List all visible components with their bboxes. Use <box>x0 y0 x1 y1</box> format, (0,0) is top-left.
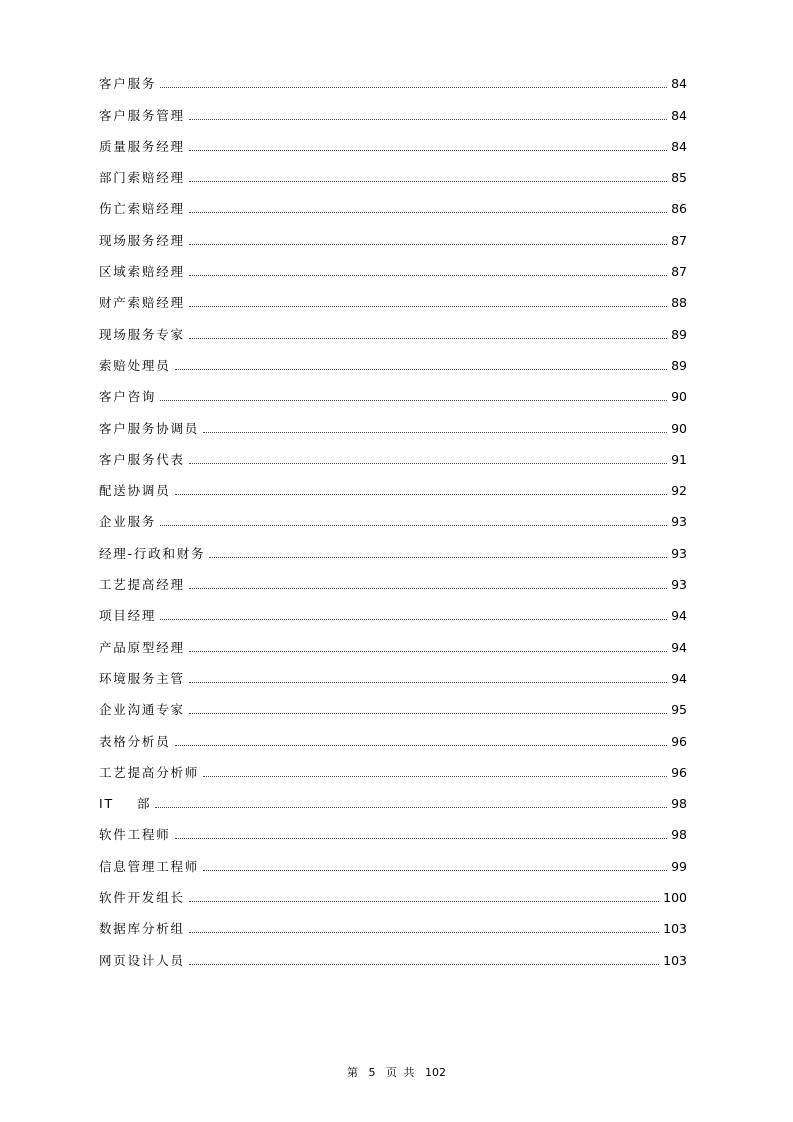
footer-prefix: 第 <box>347 1066 358 1079</box>
toc-dot-leader <box>203 870 667 871</box>
toc-dot-leader <box>160 87 667 88</box>
toc-entry[interactable] <box>99 60 687 91</box>
toc-entry-page-number: 92 <box>671 483 687 499</box>
toc-entry-title: 工艺提高经理 <box>99 577 185 593</box>
toc-entry[interactable] <box>99 498 687 529</box>
toc-entry-title: 索赔处理员 <box>99 357 171 373</box>
toc-dot-leader <box>160 525 667 526</box>
toc-dot-leader <box>189 651 667 652</box>
toc-entry[interactable] <box>99 91 687 122</box>
toc-entry[interactable] <box>99 686 687 717</box>
toc-entry-page-number: 98 <box>671 796 687 812</box>
toc-entry-title: 产品原型经理 <box>99 639 185 655</box>
toc-dot-leader <box>189 338 667 339</box>
toc-entry-page-number: 90 <box>671 389 687 405</box>
toc-entry-title: 质量服务经理 <box>99 138 185 154</box>
toc-entry-title: 伤亡索赔经理 <box>99 201 185 217</box>
toc-entry-page-number: 95 <box>671 702 687 718</box>
toc-entry[interactable] <box>99 436 687 467</box>
toc-entry[interactable] <box>99 811 687 842</box>
toc-dot-leader <box>175 494 668 495</box>
toc-dot-leader <box>189 275 667 276</box>
footer-current-page: 5 <box>368 1066 376 1079</box>
toc-entry[interactable] <box>99 874 687 905</box>
toc-entry-page-number: 87 <box>671 264 687 280</box>
toc-entry-page-number: 85 <box>671 170 687 186</box>
toc-entry-title: 企业服务 <box>99 514 157 530</box>
toc-entry[interactable] <box>99 342 687 373</box>
toc-entry[interactable] <box>99 905 687 936</box>
toc-entry[interactable] <box>99 310 687 341</box>
toc-entry-title: 客户服务协调员 <box>99 420 200 436</box>
toc-entry[interactable] <box>99 154 687 185</box>
toc-dot-leader <box>189 588 667 589</box>
toc-entry[interactable] <box>99 780 687 811</box>
toc-entry-title: 经理-行政和财务 <box>99 545 206 561</box>
toc-entry-title: 网页设计人员 <box>99 952 185 968</box>
toc-dot-leader <box>189 244 667 245</box>
toc-entry-title: 表格分析员 <box>99 733 171 749</box>
toc-dot-leader <box>209 557 667 558</box>
toc-entry-title: 工艺提高分析师 <box>99 764 200 780</box>
toc-entry[interactable] <box>99 592 687 623</box>
toc-entry-title: 财产索赔经理 <box>99 295 185 311</box>
toc-entry-title: 现场服务专家 <box>99 326 185 342</box>
toc-dot-leader <box>175 369 668 370</box>
toc-dot-leader <box>189 964 659 965</box>
toc-entry-page-number: 84 <box>671 76 687 92</box>
toc-entry-page-number: 93 <box>671 577 687 593</box>
toc-entry[interactable] <box>99 842 687 873</box>
toc-entry[interactable] <box>99 216 687 247</box>
toc-dot-leader <box>189 682 667 683</box>
toc-entry[interactable] <box>99 749 687 780</box>
toc-dot-leader <box>189 713 667 714</box>
toc-entry-title: 客户服务 <box>99 76 157 92</box>
toc-dot-leader <box>175 838 668 839</box>
toc-dot-leader <box>189 212 667 213</box>
toc-entry-title: 项目经理 <box>99 608 157 624</box>
toc-dot-leader <box>189 901 659 902</box>
toc-entry-page-number: 94 <box>671 670 687 686</box>
toc-entry-title: 信息管理工程师 <box>99 858 200 874</box>
toc-entry-title: IT 部 <box>99 796 152 812</box>
toc-entry-page-number: 93 <box>671 545 687 561</box>
toc-dot-leader <box>203 776 667 777</box>
toc-entry-page-number: 91 <box>671 451 687 467</box>
toc-entry-page-number: 103 <box>663 921 687 937</box>
toc-entry-page-number: 94 <box>671 639 687 655</box>
toc-entry-page-number: 84 <box>671 138 687 154</box>
toc-entry-page-number: 96 <box>671 764 687 780</box>
toc-entry-page-number: 96 <box>671 733 687 749</box>
toc-entry-title: 企业沟通专家 <box>99 702 185 718</box>
toc-entry[interactable] <box>99 123 687 154</box>
toc-entry[interactable] <box>99 373 687 404</box>
toc-entry[interactable] <box>99 936 687 967</box>
toc-entry-title: 部门索赔经理 <box>99 170 185 186</box>
toc-entry-page-number: 88 <box>671 295 687 311</box>
toc-entry-page-number: 87 <box>671 232 687 248</box>
toc-entry-title: 配送协调员 <box>99 483 171 499</box>
toc-entry-page-number: 98 <box>671 827 687 843</box>
toc-entry-title: 客户咨询 <box>99 389 157 405</box>
toc-entry[interactable] <box>99 467 687 498</box>
toc-dot-leader <box>160 619 667 620</box>
toc-entry-page-number: 86 <box>671 201 687 217</box>
toc-dot-leader <box>189 463 667 464</box>
toc-entry[interactable] <box>99 623 687 654</box>
toc-entry-title: 现场服务经理 <box>99 232 185 248</box>
toc-dot-leader <box>189 150 667 151</box>
toc-entry[interactable] <box>99 655 687 686</box>
toc-dot-leader <box>189 181 667 182</box>
toc-entry-page-number: 89 <box>671 326 687 342</box>
toc-entry-title: 客户服务管理 <box>99 107 185 123</box>
toc-entry-page-number: 90 <box>671 420 687 436</box>
toc-entry-title: 环境服务主管 <box>99 670 185 686</box>
toc-entry-page-number: 93 <box>671 514 687 530</box>
toc-dot-leader <box>189 932 659 933</box>
toc-entry-page-number: 84 <box>671 107 687 123</box>
toc-entry[interactable] <box>99 185 687 216</box>
toc-dot-leader <box>175 745 668 746</box>
toc-entry-page-number: 94 <box>671 608 687 624</box>
table-of-contents <box>99 60 687 968</box>
toc-dot-leader <box>160 400 667 401</box>
toc-entry-page-number: 89 <box>671 357 687 373</box>
toc-dot-leader <box>155 807 667 808</box>
toc-entry-page-number: 100 <box>663 890 687 906</box>
toc-entry[interactable] <box>99 279 687 310</box>
toc-entry-page-number: 99 <box>671 858 687 874</box>
toc-entry-page-number: 103 <box>663 952 687 968</box>
toc-entry[interactable] <box>99 561 687 592</box>
footer-middle: 页 共 <box>386 1066 415 1079</box>
toc-dot-leader <box>189 306 667 307</box>
toc-entry[interactable] <box>99 248 687 279</box>
toc-dot-leader <box>189 119 667 120</box>
toc-entry-title: 客户服务代表 <box>99 451 185 467</box>
footer-total-pages: 102 <box>425 1066 446 1079</box>
toc-dot-leader <box>203 432 667 433</box>
page-footer <box>0 1066 793 1080</box>
toc-entry-title: 软件工程师 <box>99 827 171 843</box>
toc-entry-title: 数据库分析组 <box>99 921 185 937</box>
toc-entry[interactable] <box>99 404 687 435</box>
toc-entry-title: 区域索赔经理 <box>99 264 185 280</box>
toc-entry[interactable] <box>99 717 687 748</box>
toc-entry[interactable] <box>99 529 687 560</box>
toc-entry-title: 软件开发组长 <box>99 890 185 906</box>
